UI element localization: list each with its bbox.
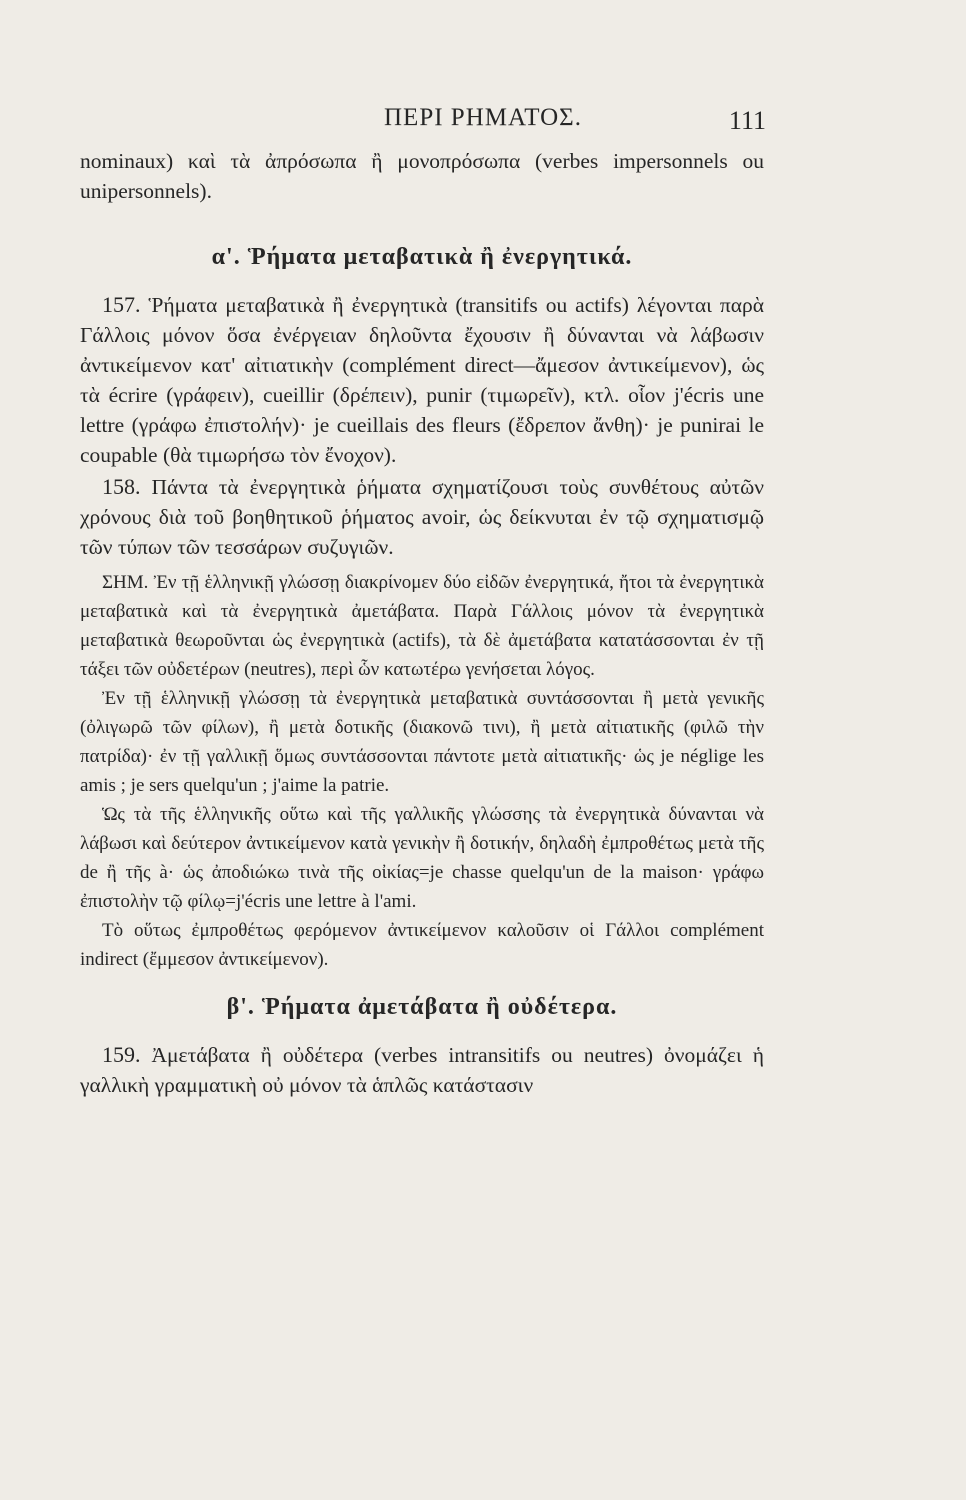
note-paragraph [80, 568, 764, 684]
paragraph-number-158: 158. [102, 474, 141, 499]
paragraph-number-159: 159. [102, 1042, 141, 1067]
note-paragraph-2: Ἐν τῇ ἑλληνικῇ γλώσσῃ τὰ ἐνεργητικὰ μεταβατικὰ συντάσσονται ἢ μετὰ γενικῆς (ὀλιγωρῶ τῶν φίλων), ἢ μετὰ δοτικῆς (διακονῶ τινι), ἢ μετὰ αἰτιατικῆς (φιλῶ τὴν πατρίδα)· ἐν τῇ γαλλικῇ ὅμως συντάσσονται πάντοτε μετὰ αἰτιατικῆς· ὡς je néglige les amis ; je sers quelqu'un ; j'aime la patrie. [80, 688, 764, 796]
note-label: ΣΗΜ. [102, 572, 149, 593]
paragraph-159-text: Ἀμετάβατα ἢ οὐδέτερα (verbes intransitifs ou neutres) ὀνομάζει ἡ γαλλικὴ γραμματικὴ οὐ μόνον τὰ ἁπλῶς κατάστασιν [80, 1043, 764, 1097]
running-head: ΠΕΡΙ ΡΗΜΑΤΟΣ. [384, 104, 582, 131]
paragraph-158-text: Πάντα τὰ ἐνεργητικὰ ῥήματα σχηματίζουσι τοὺς συνθέτους αὐτῶν χρόνους διὰ τοῦ βοηθητικοῦ ῥήματος avoir, ὡς δείκνυται ἐν τῷ σχηματισμῷ τῶν τύπων τῶν τεσσάρων συζυγιῶν. [80, 475, 765, 559]
page-number: 111 [728, 106, 766, 135]
paragraph-157-text: Ῥήματα μεταβατικὰ ἢ ἐνεργητικὰ (transitifs ou actifs) λέγονται παρὰ Γάλλοις μόνον ὅσα ἐνέργειαν δηλοῦντα ἔχουσιν ἢ δύνανται νὰ λάβωσιν ἀντικείμενον κατ' αἰτιατικὴν (complément direct—ἄμεσον ἀντικείμενον), ὡς τὰ écrire (γράφειν), cueillir (δρέπειν), punir (τιμωρεῖν), κτλ. οἷον j'écris une lettre (γράφω ἐπιστολήν)· je cueillais des fleurs (ἔδρεπον ἄνθη)· je punirai le coupable (θὰ τιμωρήσω τὸν ἔνοχον). [80, 293, 765, 467]
note-paragraph-4: Τὸ οὕτως ἐμπροθέτως φερόμενον ἀντικείμενον καλοῦσιν οἱ Γάλλοι complément indirect (ἔμμεσον ἀντικείμενον). [80, 920, 764, 970]
paragraph-number-157: 157. [102, 292, 141, 317]
note-text: Ἐν τῇ ἑλληνικῇ γλώσσῃ διακρίνομεν δύο εἰδῶν ἐνεργητικά, ἤτοι τὰ ἐνεργητικὰ μεταβατικὰ καὶ τὰ ἐνεργητικὰ ἀμετάβατα. Παρὰ Γάλλοις μόνον τὰ ἐνεργητικὰ μεταβατικὰ θεωροῦνται ὡς ἐνεργητικὰ (actifs), τὰ δὲ ἀμετάβατα κατατάσσονται ἐν τῇ τάξει τῶν οὐδετέρων (neutres), περὶ ὧν κατωτέρω γενήσεται λόγος. [80, 572, 765, 680]
paragraph-158 [80, 472, 764, 562]
section-heading-a: α'. Ῥήματα μεταβατικὰ ἢ ἐνεργητικά. [211, 244, 633, 270]
paragraph-157 [80, 290, 764, 470]
section-heading-b: β'. Ῥήματα ἀμετάβατα ἢ οὐδέτερα. [226, 994, 618, 1020]
paragraph-159 [80, 1040, 764, 1100]
note-paragraph-3: Ὡς τὰ τῆς ἑλληνικῆς οὕτω καὶ τῆς γαλλικῆς γλώσσης τὰ ἐνεργητικὰ δύνανται νὰ λάβωσι καὶ δεύτερον ἀντικείμενον κατὰ γενικὴν ἢ δοτικήν, δηλαδὴ ἐμπροθέτως μετὰ τῆς de ἢ τῆς à· ὡς ἀποδιώκω τινὰ τῆς οἰκίας=je chasse quelqu'un de la maison· γράφω ἐπιστολὴν τῷ φίλῳ=j'écris une lettre à l'ami. [80, 804, 764, 912]
page-header [0, 104, 966, 144]
page-body [80, 146, 764, 1100]
intro-paragraph: nominaux) καὶ τὰ ἀπρόσωπα ἢ μονοπρόσωπα (verbes impersonnels ou unipersonnels). [80, 149, 764, 203]
